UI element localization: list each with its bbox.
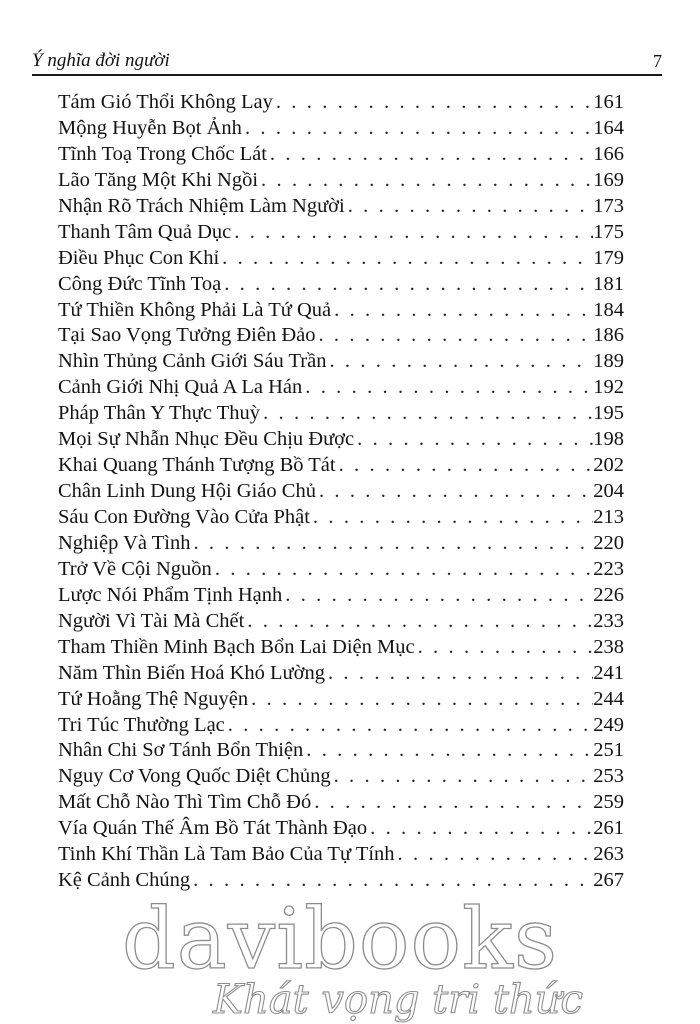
toc-title: Lão Tăng Một Khi Ngồi — [58, 168, 259, 191]
toc-page: 244 — [593, 687, 624, 710]
header-rule — [32, 74, 662, 76]
dot-leader — [190, 531, 593, 557]
dot-leader — [311, 790, 593, 816]
toc-page: 241 — [593, 661, 624, 684]
toc-page: 198 — [593, 428, 624, 451]
toc-title: Năm Thìn Biến Hoá Khó Lường — [58, 661, 325, 684]
toc-entry — [58, 298, 624, 324]
toc-entry — [58, 427, 624, 453]
toc-entry — [58, 168, 624, 194]
book-title: Ý nghĩa đời người — [32, 50, 170, 71]
toc-title: Khai Quang Thánh Tượng Bồ Tát — [58, 454, 336, 477]
toc-entry — [58, 479, 624, 505]
toc-page: 195 — [593, 402, 624, 425]
toc-entry — [58, 246, 624, 272]
toc-entry — [58, 842, 624, 868]
dot-leader — [367, 816, 593, 842]
toc-entry — [58, 583, 624, 609]
toc-entry — [58, 764, 624, 790]
toc-title: Nhìn Thủng Cảnh Giới Sáu Trần — [58, 350, 327, 373]
dot-leader — [221, 272, 593, 298]
toc-page: 186 — [593, 324, 624, 347]
toc-page: 164 — [593, 116, 624, 139]
dot-leader — [310, 505, 593, 531]
toc-page: 226 — [593, 583, 624, 606]
toc-title: Người Vì Tài Mà Chết — [58, 609, 245, 632]
dot-leader — [302, 375, 593, 401]
dot-leader — [354, 427, 593, 453]
toc-title: Cảnh Giới Nhị Quả A La Hán — [58, 376, 303, 399]
watermark-tagline: Khát vọng tri thức — [213, 977, 583, 1023]
toc-title: Pháp Thân Y Thực Thuỳ — [58, 402, 261, 425]
dot-leader — [260, 401, 593, 427]
dot-leader — [325, 661, 593, 687]
toc-title: Kệ Cảnh Chúng — [58, 869, 191, 892]
toc-page: 249 — [593, 713, 624, 736]
toc-page: 192 — [593, 376, 624, 399]
page-number: 7 — [653, 51, 662, 71]
toc-title: Tứ Hoằng Thệ Nguyện — [58, 687, 249, 710]
dot-leader — [244, 609, 593, 635]
toc-entry — [58, 713, 624, 739]
toc-entry — [58, 194, 624, 220]
toc-title: Mất Chỗ Nào Thì Tìm Chỗ Đó — [58, 791, 312, 814]
toc-page: 161 — [593, 91, 624, 113]
running-header — [32, 44, 662, 72]
toc-entry — [58, 272, 624, 298]
dot-leader — [219, 246, 593, 272]
toc-page: 181 — [593, 272, 624, 295]
dot-leader — [242, 116, 593, 142]
toc-title: Mọi Sự Nhẫn Nhục Đều Chịu Được — [58, 428, 355, 451]
toc-title: Mộng Huyễn Bọt Ảnh — [58, 116, 242, 139]
dot-leader — [231, 220, 593, 246]
toc-title: Tại Sao Vọng Tưởng Điên Đảo — [58, 324, 316, 347]
toc-title: Tri Túc Thường Lạc — [58, 713, 225, 736]
toc-entry — [58, 116, 624, 142]
dot-leader — [415, 635, 594, 661]
toc-title: Tứ Thiền Không Phải Là Tứ Quả — [58, 298, 332, 321]
watermark-brand: davibooks — [121, 890, 559, 988]
toc-entry — [58, 505, 624, 531]
toc-title: Công Đức Tĩnh Toạ — [58, 272, 222, 295]
dot-leader — [345, 194, 594, 220]
toc-title: Tám Gió Thổi Không Lay — [58, 91, 273, 113]
dot-leader — [248, 687, 593, 713]
toc-entry — [58, 738, 624, 764]
toc-entry — [58, 453, 624, 479]
toc-entry — [58, 401, 624, 427]
toc-title: Vía Quán Thế Âm Bồ Tát Thành Đạo — [58, 817, 368, 840]
toc-page: 169 — [593, 168, 624, 191]
toc-page: 166 — [593, 142, 624, 165]
toc-page: 184 — [593, 298, 624, 321]
toc-title: Chân Linh Dung Hội Giáo Chủ — [58, 480, 316, 503]
toc-page: 223 — [593, 557, 624, 580]
toc-entry — [58, 790, 624, 816]
dot-leader — [212, 557, 593, 583]
toc-title: Nhân Chi Sơ Tánh Bổn Thiện — [58, 739, 304, 762]
toc-title: Nguy Cơ Vong Quốc Diệt Chủng — [58, 765, 331, 788]
dot-leader — [315, 323, 593, 349]
toc-title: Tinh Khí Thần Là Tam Bảo Của Tự Tính — [58, 843, 395, 866]
dot-leader — [258, 168, 593, 194]
toc-page: 233 — [593, 609, 624, 632]
toc-page: 267 — [593, 869, 624, 892]
toc-title: Nhận Rõ Trách Nhiệm Làm Người — [58, 194, 345, 217]
toc-page: 263 — [593, 843, 624, 866]
watermark — [0, 890, 700, 1023]
toc-entry — [58, 90, 624, 116]
dot-leader — [326, 349, 593, 375]
dot-leader — [395, 842, 594, 868]
toc-page: 173 — [593, 194, 624, 217]
toc-entry — [58, 220, 624, 246]
dot-leader — [273, 90, 593, 116]
toc-title: Tham Thiền Minh Bạch Bổn Lai Diện Mục — [58, 635, 415, 658]
dot-leader — [225, 713, 593, 739]
toc-title: Nghiệp Và Tình — [58, 531, 191, 554]
toc-entry — [58, 635, 624, 661]
toc-title: Sáu Con Đường Vào Cửa Phật — [58, 506, 310, 528]
toc-page: 204 — [593, 480, 624, 503]
dot-leader — [316, 479, 593, 505]
toc-entry — [58, 142, 624, 168]
table-of-contents — [58, 90, 624, 894]
toc-page: 202 — [593, 454, 624, 477]
toc-entry — [58, 609, 624, 635]
toc-page: 220 — [593, 531, 624, 554]
dot-leader — [331, 764, 594, 790]
toc-entry — [58, 557, 624, 583]
toc-page: 259 — [593, 791, 624, 814]
toc-page: 261 — [593, 817, 624, 840]
dot-leader — [303, 738, 593, 764]
toc-entry — [58, 375, 624, 401]
dot-leader — [267, 142, 593, 168]
toc-page: 175 — [593, 220, 624, 243]
toc-page: 238 — [593, 635, 624, 658]
toc-page: 253 — [593, 765, 624, 788]
dot-leader — [331, 298, 593, 324]
toc-entry — [58, 349, 624, 375]
toc-title: Tĩnh Toạ Trong Chốc Lát — [58, 142, 267, 165]
toc-entry — [58, 816, 624, 842]
toc-page: 213 — [593, 506, 624, 528]
toc-page: 189 — [593, 350, 624, 373]
toc-page: 179 — [593, 246, 624, 269]
dot-leader — [336, 453, 594, 479]
toc-entry — [58, 323, 624, 349]
dot-leader — [282, 583, 593, 609]
toc-title: Trở Về Cội Nguồn — [58, 557, 212, 580]
toc-title: Điều Phục Con Khỉ — [58, 246, 220, 269]
toc-page: 251 — [593, 739, 624, 762]
toc-title: Lược Nói Phẩm Tịnh Hạnh — [58, 583, 283, 606]
toc-entry — [58, 531, 624, 557]
toc-title: Thanh Tâm Quả Dục — [58, 220, 232, 243]
toc-entry — [58, 661, 624, 687]
toc-entry — [58, 687, 624, 713]
